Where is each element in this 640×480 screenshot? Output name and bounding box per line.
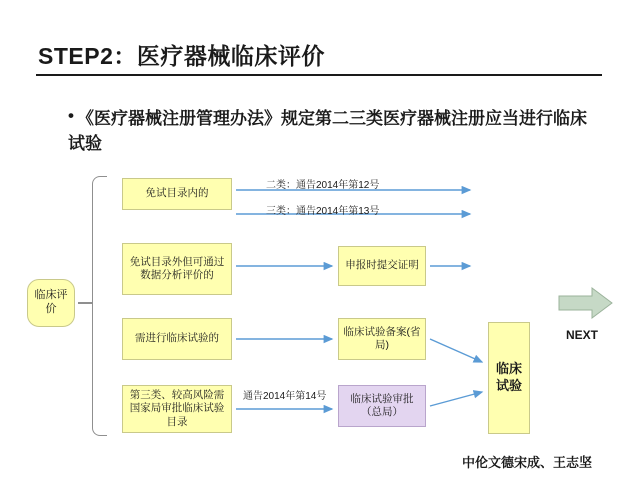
label-class2-notice: 二类：通告2014年第12号 [266, 180, 380, 191]
label-class3-notice: 三类：通告2014年第13号 [266, 206, 380, 217]
bullet-dot-icon: • [68, 106, 74, 125]
node-trial-approval-cfda[interactable]: 临床试验审批（总局） [338, 385, 426, 427]
node-outside-catalog-analyzable[interactable]: 免试目录外但可通过数据分析评价的 [122, 243, 232, 295]
bullet-text: 《医疗器械注册管理办法》规定第二三类医疗器械注册应当进行临床试验 [68, 109, 587, 153]
page-title: STEP2：医疗器械临床评价 [38, 43, 325, 69]
next-arrow-icon[interactable] [558, 286, 614, 320]
bullet-paragraph [68, 104, 598, 156]
grouping-brace-tip [78, 302, 92, 304]
author-credit: 中伦文德宋成、王志坚 [462, 455, 593, 470]
grouping-brace [92, 176, 107, 436]
node-submit-proof[interactable]: 申报时提交证明 [338, 246, 426, 286]
node-class3-high-risk-catalog[interactable]: 第三类、较高风险需国家局审批临床试验目录 [122, 385, 232, 433]
label-notice-14: 通告2014年第14号 [243, 391, 327, 402]
next-label: NEXT [566, 328, 599, 342]
node-requires-clinical-trial[interactable]: 需进行临床试验的 [122, 318, 232, 360]
node-clinical-evaluation[interactable]: 临床评价 [27, 279, 75, 327]
node-trial-record-province[interactable]: 临床试验备案(省局) [338, 318, 426, 360]
node-exempt-catalog[interactable]: 免试目录内的 [122, 178, 232, 210]
node-clinical-trial[interactable]: 临床试验 [488, 322, 530, 434]
title-divider [36, 74, 602, 76]
